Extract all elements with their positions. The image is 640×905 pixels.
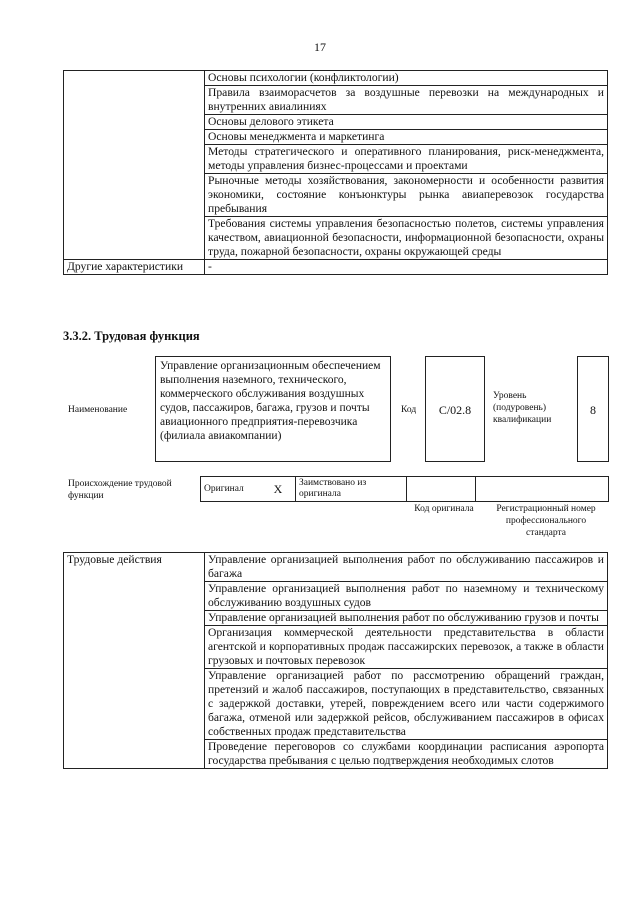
page-number: 17 (314, 40, 326, 54)
knowledge-item: Методы стратегического и оперативного планирования, риск-менеджмента, методы управления бизнес-процессами и проектами (205, 145, 608, 174)
registration-number-cell (476, 477, 609, 502)
knowledge-item: Основы делового этикета (205, 115, 608, 130)
knowledge-label-cell (64, 71, 205, 260)
knowledge-item: Основы менеджмента и маркетинга (205, 130, 608, 145)
action-item: Управление организацией выполнения работ по обслуживанию грузов и почты (205, 611, 608, 626)
knowledge-item: Рыночные методы хозяйствования, закономерности и особенности развития экономики, состояние конъюнктуры рынка авиаперевозок государства пребывания (205, 174, 608, 217)
action-item: Проведение переговоров со службами координации расписания аэропорта государства пребывания с целью подтверждения необходимых слотов (205, 740, 608, 769)
knowledge-table (63, 70, 608, 275)
registration-caption: Регистрационный номер профессионального стандарта (496, 504, 596, 538)
action-item: Организация коммерческой деятельности представительства в области агентской и корпоративных продаж пассажирских перевозок, а также в области грузовых и почтовых перевозок (205, 626, 608, 669)
function-name: Управление организационным обеспечением выполнения наземного, технического, коммерческого обслуживания воздушных судов, пассажиров, багажа, грузов и почты авиационного предприятия-перевозчика (филиала авиакомпании) (155, 356, 391, 462)
level-label: Уровень (подуровень) квалификации (493, 391, 552, 425)
origin-label: Происхождение трудовой функции (68, 479, 172, 501)
knowledge-item: Основы психологии (конфликтологии) (205, 71, 608, 86)
code-label: Код (401, 405, 417, 415)
original-mark: X (261, 477, 296, 502)
function-code: C/02.8 (425, 356, 485, 462)
action-item: Управление организацией выполнения работ по обслуживанию пассажиров и багажа (205, 553, 608, 582)
origin-table (200, 476, 609, 502)
original-code-cell (407, 477, 476, 502)
name-label: Наименование (68, 405, 128, 415)
other-characteristics-value: - (205, 260, 608, 275)
actions-label: Трудовые действия (64, 553, 205, 769)
code-caption: Код оригинала (414, 504, 474, 514)
knowledge-item: Требования системы управления безопасностью полетов, системы управления качеством, авиационной безопасности, информационной безопасности, охраны труда, пожарной безопасности, охраны окружающей среды (205, 217, 608, 260)
section-title: 3.3.2. Трудовая функция (63, 329, 200, 343)
action-item: Управление организацией выполнения работ по наземному и техническому обслуживанию воздушных судов (205, 582, 608, 611)
actions-table (63, 552, 608, 769)
original-label: Оригинал (201, 477, 262, 502)
action-item: Управление организацией работ по рассмотрению обращений граждан, претензий и жалоб пассажиров, поступающих в представительство, связанных с задержкой доставки, утерей, повреждением всего или части содержимого багажа, отменой или задержкой рейсов, обслуживанием пассажиров в офисах собственных продаж представительства (205, 669, 608, 740)
other-characteristics-label: Другие характеристики (64, 260, 205, 275)
borrowed-label: Заимствовано из оригинала (296, 477, 407, 502)
knowledge-item: Правила взаиморасчетов за воздушные перевозки на международных и внутренних авиалиниях (205, 86, 608, 115)
function-level: 8 (577, 356, 609, 462)
